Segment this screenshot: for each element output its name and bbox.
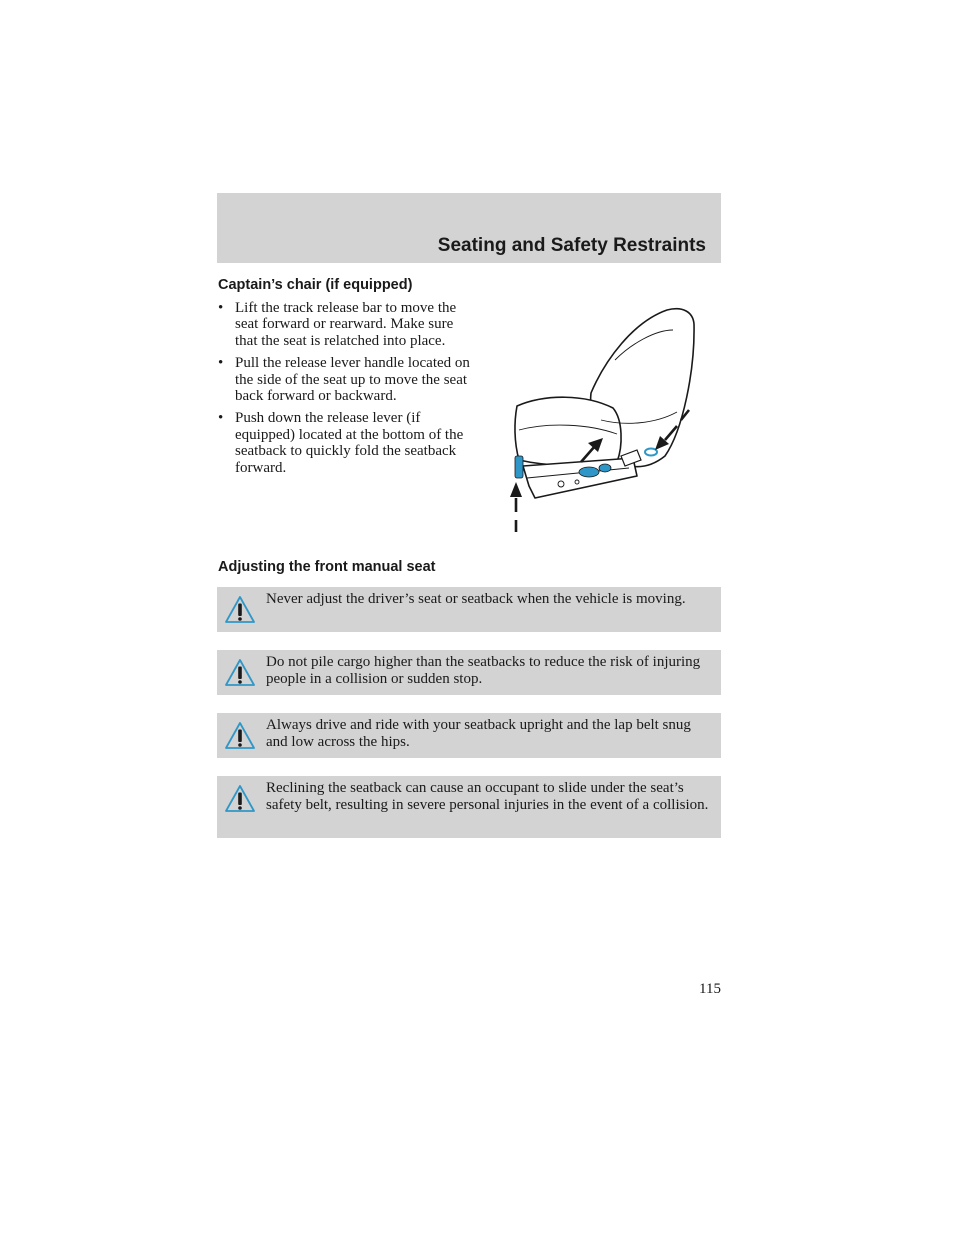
warning-box [217, 650, 721, 695]
warning-box [217, 587, 721, 632]
warning-text: Reclining the seatback can cause an occupant to slide under the seat’s safety belt, resulting in severe personal injuries in the event of a collision. [266, 780, 709, 813]
bullet-text: Push down the release lever (if equipped) located at the bottom of the seatback to quickly fold the seatback forward. [235, 410, 464, 476]
bullet-text: Pull the release lever handle located on the side of the seat up to move the seat back forward or backward. [235, 355, 470, 405]
warning-triangle-icon [224, 595, 256, 625]
warning-box [217, 776, 721, 838]
list-item [218, 355, 476, 404]
bullet-text: Lift the track release bar to move the seat forward or rearward. Make sure that the seat is relatched into place. [235, 300, 457, 349]
list-item [218, 410, 476, 476]
warning-text: Always drive and ride with your seatback upright and the lap belt snug and low across the hips. [266, 717, 691, 750]
captain-chair-seat-illustration [505, 300, 695, 536]
warning-triangle-icon [224, 784, 256, 814]
captain-chair-instructions [218, 300, 476, 482]
warning-text: Do not pile cargo higher than the seatbacks to reduce the risk of injuring people in a collision or sudden stop. [266, 654, 701, 687]
warning-triangle-icon [224, 721, 256, 751]
bullet-marker: • [218, 410, 224, 427]
section-header-band [217, 193, 721, 263]
warning-text: Never adjust the driver’s seat or seatback when the vehicle is moving. [266, 591, 686, 607]
front-manual-seat-heading: Adjusting the front manual seat [218, 559, 436, 575]
bullet-marker: • [218, 355, 224, 372]
section-title: Seating and Safety Restraints [437, 235, 706, 256]
page-number: 115 [699, 981, 721, 997]
bullet-marker: • [218, 300, 224, 316]
list-item [218, 300, 476, 349]
warning-box [217, 713, 721, 758]
captain-chair-heading: Captain’s chair (if equipped) [218, 277, 413, 293]
warning-triangle-icon [224, 658, 256, 688]
